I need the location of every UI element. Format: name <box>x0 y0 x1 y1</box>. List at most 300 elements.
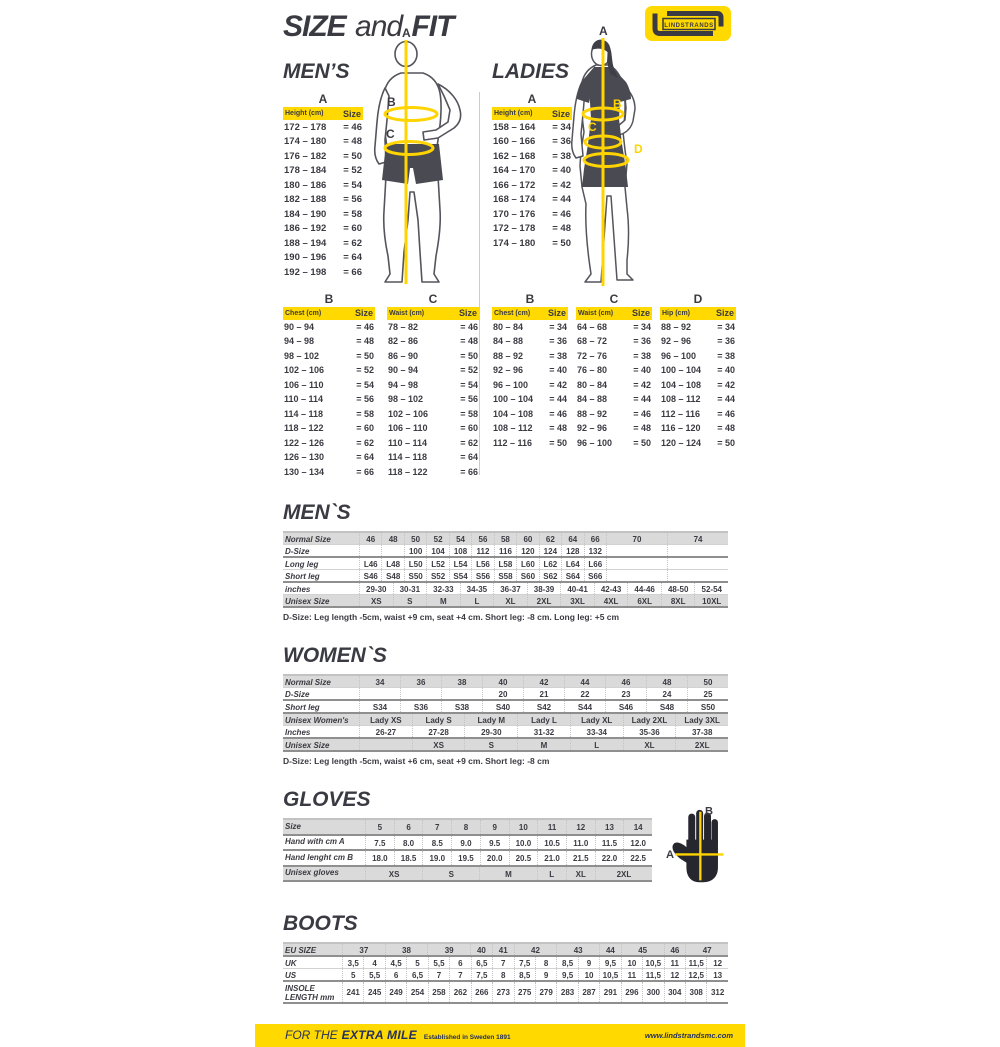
measure-row <box>576 392 652 407</box>
grid-cell: 14 <box>623 820 652 834</box>
mens-body-figure <box>358 26 470 288</box>
grid-row-label: Short leg <box>285 702 320 712</box>
grid-cell: 44-46 <box>627 583 661 594</box>
grid-cell: 18.5 <box>394 851 423 865</box>
grid-cell: 312 <box>706 982 727 1002</box>
grid-cell: 46 <box>359 533 381 544</box>
header-size-label: Size <box>631 308 650 318</box>
grid-cell: 112 <box>471 545 493 556</box>
measure-row <box>283 207 363 222</box>
grid-cell: L58 <box>494 558 516 569</box>
grid-cell: S46 <box>359 570 381 581</box>
grid-cell: 11,5 <box>642 969 663 980</box>
ladies-body-figure <box>551 24 681 292</box>
range-value: 106 – 110 <box>284 379 324 390</box>
grid-cell: 5,5 <box>428 957 449 968</box>
grid-cell: 11.5 <box>595 836 624 850</box>
header-measure-label: Waist (cm) <box>389 309 425 317</box>
grid-cell: L64 <box>561 558 583 569</box>
size-value: = 36 <box>552 136 571 148</box>
size-grid-row <box>283 739 728 752</box>
grid-cell: L62 <box>539 558 561 569</box>
measure-row <box>283 135 363 150</box>
grid-cell: S48 <box>381 570 403 581</box>
mens-waist-table <box>387 292 479 480</box>
measure-row <box>387 320 479 335</box>
measure-row <box>576 349 652 364</box>
measure-row <box>283 378 375 393</box>
size-grid-row <box>283 688 728 701</box>
range-value: 76 – 80 <box>577 365 608 376</box>
size-value: = 54 <box>356 379 374 390</box>
measure-row <box>492 349 568 364</box>
size-grid-row <box>283 558 728 570</box>
mens-chest-waist-tables <box>283 292 479 480</box>
size-value: = 34 <box>552 121 571 133</box>
grid-cell: 11 <box>537 820 566 834</box>
grid-cell: 11 <box>621 969 642 980</box>
header-size-label: Size <box>551 108 570 119</box>
range-value: 172 – 178 <box>493 223 536 235</box>
range-value: 114 – 118 <box>284 408 324 419</box>
figure-label-a: A <box>402 26 411 40</box>
grid-cell: 11.0 <box>566 836 595 850</box>
size-value: = 54 <box>343 179 362 191</box>
range-value: 190 – 196 <box>284 252 327 264</box>
grid-cell: 283 <box>556 982 577 1002</box>
range-value: 182 – 188 <box>284 194 327 206</box>
grid-cell: 10,5 <box>642 957 663 968</box>
womens-sizes-heading: WOMEN`S <box>283 644 387 667</box>
grid-cell: 29-30 <box>464 726 517 737</box>
grid-cell: 22.0 <box>595 851 624 865</box>
range-value: 122 – 126 <box>284 437 325 448</box>
logo-text: LINDSTRANDS <box>664 23 714 29</box>
measure-letter: B <box>525 291 535 306</box>
size-value: = 40 <box>717 365 735 376</box>
grid-row-label: Normal Size <box>285 534 331 544</box>
grid-row-label: Hand lenght cm B <box>285 852 354 862</box>
grid-cell: 6 <box>394 820 423 834</box>
grid-cell: L <box>537 867 566 881</box>
grid-cell: 9 <box>480 820 509 834</box>
measure-row <box>492 436 568 451</box>
grid-cell: 12 <box>706 957 727 968</box>
measure-row <box>387 436 479 451</box>
size-value: = 46 <box>356 321 374 332</box>
grid-cell: 21.5 <box>566 851 595 865</box>
measure-row <box>576 320 652 335</box>
grid-cell: L50 <box>404 558 426 569</box>
grid-cell: S36 <box>400 701 441 712</box>
grid-cell: 5 <box>365 820 394 834</box>
size-value: = 62 <box>460 437 478 448</box>
range-value: 120 – 124 <box>661 437 702 448</box>
grid-cell: Lady L <box>517 714 570 725</box>
measure-letter: C <box>428 291 438 306</box>
grid-cell: 128 <box>561 545 583 556</box>
measure-row <box>660 421 736 436</box>
grid-cell: L60 <box>516 558 538 569</box>
grid-cell: 120 <box>516 545 538 556</box>
size-fit-page <box>255 0 745 1047</box>
grid-cell: XL <box>493 595 527 606</box>
grid-cell: XS <box>359 595 393 606</box>
size-value: = 46 <box>549 408 567 419</box>
grid-cell: 132 <box>584 545 606 556</box>
grid-cell: 46 <box>605 676 646 687</box>
header-size-label: Size <box>354 308 373 318</box>
boots-size-grid <box>283 942 728 1004</box>
range-value: 94 – 98 <box>388 379 419 390</box>
size-value: = 42 <box>717 379 735 390</box>
grid-cell: 5 <box>342 969 363 980</box>
grid-cell: 56 <box>471 533 493 544</box>
size-value: = 36 <box>549 336 567 347</box>
grid-cell: 50 <box>687 676 728 687</box>
header-measure-label: Waist (cm) <box>578 309 614 317</box>
grid-cell: 7,5 <box>514 957 535 968</box>
range-value: 178 – 184 <box>284 165 327 177</box>
grid-cell: 31-32 <box>517 726 570 737</box>
grid-cell: 30-31 <box>393 583 427 594</box>
measure-row <box>283 320 375 335</box>
size-value: = 50 <box>356 350 374 361</box>
range-value: 104 – 108 <box>661 379 702 390</box>
measure-table-header <box>576 307 652 320</box>
range-value: 192 – 198 <box>284 266 327 278</box>
title-size: SIZE <box>283 10 346 43</box>
figure-label-b: B <box>387 95 396 109</box>
range-value: 92 – 96 <box>661 336 692 347</box>
size-grid-row <box>283 820 652 836</box>
measure-row <box>283 193 363 208</box>
size-value: = 48 <box>343 136 362 148</box>
grid-cell: 9.0 <box>451 836 480 850</box>
grid-cell: 8.0 <box>394 836 423 850</box>
header-measure-label: Chest (cm) <box>494 309 531 317</box>
range-value: 168 – 174 <box>493 194 536 206</box>
grid-row-label: inches <box>285 584 311 594</box>
measure-row <box>387 465 479 480</box>
grid-cell: S44 <box>564 701 605 712</box>
range-value: 160 – 166 <box>493 136 536 148</box>
grid-cell: 7 <box>422 820 451 834</box>
ladies-hip-table <box>660 292 736 451</box>
size-grid-row <box>283 836 652 852</box>
grid-cell: L <box>570 739 623 750</box>
grid-row-label: D-Size <box>285 546 310 556</box>
grid-cell: 6,5 <box>471 957 492 968</box>
measure-letter: B <box>324 291 334 306</box>
grid-cell: 262 <box>449 982 470 1002</box>
measure-row <box>387 421 479 436</box>
size-grid-row <box>283 595 728 608</box>
grid-cell: 9.5 <box>480 836 509 850</box>
measure-row <box>492 407 568 422</box>
measure-row <box>387 450 479 465</box>
grid-cell: 34-35 <box>460 583 494 594</box>
grid-cell: 8 <box>535 957 556 968</box>
grid-cell: 8 <box>451 820 480 834</box>
size-value: = 66 <box>343 266 362 278</box>
range-value: 174 – 180 <box>493 237 536 249</box>
grid-cell: 10.0 <box>509 836 538 850</box>
measure-row <box>387 334 479 349</box>
grid-row-label: INSOLE LENGTH mm <box>285 983 335 1002</box>
grid-cell: 10,5 <box>599 969 620 980</box>
figure-label-c: C <box>386 127 395 141</box>
grid-cell: 27-28 <box>412 726 465 737</box>
grid-cell: XL <box>566 867 595 881</box>
grid-cell: 20 <box>482 688 523 699</box>
range-value: 92 – 96 <box>577 423 608 434</box>
size-value: = 40 <box>552 165 571 177</box>
grid-cell: M <box>479 867 536 881</box>
range-value: 102 – 106 <box>388 408 429 419</box>
grid-cell: 249 <box>385 982 406 1002</box>
measure-row <box>387 363 479 378</box>
grid-cell: 34 <box>359 676 400 687</box>
size-value: = 48 <box>356 336 374 347</box>
range-value: 98 – 102 <box>388 394 424 405</box>
size-value: = 52 <box>343 165 362 177</box>
grid-cell: 43 <box>556 944 599 955</box>
grid-cell: 35-36 <box>623 726 676 737</box>
grid-cell: 279 <box>535 982 556 1002</box>
grid-cell: 21 <box>523 688 564 699</box>
range-value: 90 – 94 <box>388 365 419 376</box>
range-value: 186 – 192 <box>284 223 327 235</box>
size-grid-row <box>283 867 652 883</box>
grid-cell: 70 <box>606 533 667 544</box>
grid-cell: 2XL <box>595 867 652 881</box>
ladies-waist-table <box>576 292 652 451</box>
figure-label-c: C <box>588 120 597 134</box>
website-link[interactable]: www.lindstrandsmc.com <box>644 1030 733 1040</box>
size-value: = 56 <box>460 394 478 405</box>
grid-cell <box>381 545 403 556</box>
grid-cell: 36 <box>400 676 441 687</box>
range-value: 84 – 88 <box>577 394 608 405</box>
size-value: = 46 <box>552 208 571 220</box>
grid-row-label: Unisex Size <box>285 740 330 750</box>
range-value: 162 – 168 <box>493 150 536 162</box>
range-value: 130 – 134 <box>284 466 325 477</box>
measure-row <box>387 407 479 422</box>
grid-cell: 41 <box>492 944 514 955</box>
range-value: 92 – 96 <box>493 365 524 376</box>
range-value: 64 – 68 <box>577 321 608 332</box>
range-value: 188 – 194 <box>284 237 327 249</box>
measure-row <box>283 407 375 422</box>
measure-letter: A <box>318 92 328 106</box>
grid-cell: 25 <box>687 688 728 699</box>
range-value: 100 – 104 <box>661 365 702 376</box>
grid-cell: Lady XL <box>570 714 623 725</box>
size-value: = 48 <box>460 336 478 347</box>
size-value: = 52 <box>356 365 374 376</box>
measure-row <box>576 378 652 393</box>
measure-row <box>492 334 568 349</box>
grid-cell: S60 <box>516 570 538 581</box>
grid-cell: 47 <box>685 944 728 955</box>
grid-cell: 254 <box>406 982 427 1002</box>
grid-cell <box>667 558 728 569</box>
grid-cell: 22.5 <box>623 851 652 865</box>
measure-letter: A <box>527 92 537 106</box>
grid-cell: 54 <box>449 533 471 544</box>
grid-cell: 40 <box>470 944 492 955</box>
grid-cell: M <box>426 595 460 606</box>
grid-cell: Lady 3XL <box>675 714 728 725</box>
gloves-heading: GLOVES <box>283 788 371 811</box>
grid-cell: 7.5 <box>365 836 394 850</box>
grid-cell: 44 <box>564 676 605 687</box>
range-value: 126 – 130 <box>284 452 325 463</box>
measure-row <box>283 465 375 480</box>
size-value: = 38 <box>552 150 571 162</box>
glove-figure <box>666 804 731 890</box>
measure-letter: D <box>693 291 703 306</box>
measure-row <box>576 421 652 436</box>
grid-cell: 4,5 <box>385 957 406 968</box>
established-text: Established in Sweden 1891 <box>423 1034 511 1041</box>
grid-cell: L66 <box>584 558 606 569</box>
size-value: = 58 <box>460 408 478 419</box>
grid-cell: 52-54 <box>694 583 728 594</box>
measure-row <box>576 407 652 422</box>
grid-row-label: UK <box>285 958 297 968</box>
size-value: = 58 <box>343 208 362 220</box>
grid-cell: 3,5 <box>342 957 363 968</box>
grid-cell: L <box>460 595 494 606</box>
grid-cell <box>606 545 667 556</box>
grid-cell: 33-34 <box>570 726 623 737</box>
grid-cell: 20.0 <box>480 851 509 865</box>
grid-cell: 10 <box>509 820 538 834</box>
grid-cell: S <box>464 739 517 750</box>
grid-cell: 50 <box>404 533 426 544</box>
range-value: 106 – 110 <box>388 423 428 434</box>
range-value: 110 – 114 <box>284 394 324 405</box>
mens-size-section <box>283 501 731 622</box>
grid-cell: 6 <box>449 957 470 968</box>
size-grid-row <box>283 969 728 982</box>
range-value: 166 – 172 <box>493 179 536 191</box>
grid-cell: XS <box>412 739 465 750</box>
size-grid-row <box>283 545 728 558</box>
measure-row <box>283 349 375 364</box>
size-value: = 56 <box>356 394 374 405</box>
grid-cell: 6 <box>385 969 406 980</box>
figure-label-b: B <box>613 97 622 111</box>
size-value: = 46 <box>633 408 651 419</box>
measure-row <box>492 320 568 335</box>
header-measure-label: Chest (cm) <box>285 309 322 317</box>
size-grid-row <box>283 533 728 545</box>
womens-size-grid <box>283 674 728 752</box>
range-value: 80 – 84 <box>493 321 524 332</box>
grid-cell: S42 <box>523 701 564 712</box>
size-value: = 60 <box>343 223 362 235</box>
grid-cell: 308 <box>685 982 706 1002</box>
grid-cell <box>359 739 412 750</box>
boots-section <box>283 912 731 1004</box>
grid-cell: 273 <box>492 982 513 1002</box>
grid-cell: 23 <box>605 688 646 699</box>
range-value: 90 – 94 <box>284 321 315 332</box>
range-value: 116 – 120 <box>661 423 701 434</box>
range-value: 172 – 178 <box>284 121 327 133</box>
grid-cell: M <box>517 739 570 750</box>
range-value: 118 – 122 <box>388 466 428 477</box>
size-value: = 48 <box>633 423 651 434</box>
grid-cell: 42-43 <box>594 583 628 594</box>
grid-cell: Lady XS <box>359 714 412 725</box>
mens-heading: MEN’S <box>283 60 350 83</box>
grid-cell: 26-27 <box>359 726 412 737</box>
grid-cell: 2XL <box>675 739 728 750</box>
grid-cell: Lady S <box>412 714 465 725</box>
range-value: 108 – 112 <box>493 423 533 434</box>
measure-row <box>660 349 736 364</box>
grid-cell: 38 <box>385 944 428 955</box>
range-value: 96 – 100 <box>577 437 613 448</box>
grid-cell: 8,5 <box>514 969 535 980</box>
measure-letter: C <box>609 291 619 306</box>
grid-cell: 42 <box>523 676 564 687</box>
range-value: 82 – 86 <box>388 336 419 347</box>
range-value: 112 – 116 <box>493 437 533 448</box>
header-measure-label: Height (cm) <box>494 110 533 117</box>
range-value: 78 – 82 <box>388 321 419 332</box>
grid-cell <box>606 570 667 581</box>
range-value: 114 – 118 <box>388 452 428 463</box>
size-value: = 42 <box>633 379 651 390</box>
header-measure-label: Height (cm) <box>285 110 324 117</box>
range-value: 88 – 92 <box>493 350 524 361</box>
grid-cell: S64 <box>561 570 583 581</box>
grid-cell: L54 <box>449 558 471 569</box>
slogan-extra-mile: EXTRA MILE <box>341 1028 417 1042</box>
size-value: = 36 <box>717 336 735 347</box>
size-value: = 40 <box>633 365 651 376</box>
grid-cell <box>441 688 482 699</box>
grid-cell: 13 <box>595 820 624 834</box>
measure-row <box>660 407 736 422</box>
measure-row <box>387 378 479 393</box>
grid-cell: 39 <box>427 944 470 955</box>
size-value: = 64 <box>356 452 374 463</box>
grid-cell: S50 <box>687 701 728 712</box>
header-size-label: Size <box>458 308 477 318</box>
measure-row <box>283 265 363 280</box>
size-grid-row <box>283 583 728 595</box>
range-value: 110 – 114 <box>388 437 428 448</box>
grid-cell: 9,5 <box>599 957 620 968</box>
grid-cell: S46 <box>605 701 646 712</box>
range-value: 102 – 106 <box>284 365 325 376</box>
grid-cell <box>359 545 381 556</box>
measure-table-header <box>283 107 363 120</box>
grid-cell: 11 <box>664 957 685 968</box>
range-value: 108 – 112 <box>661 394 701 405</box>
header-size-label: Size <box>342 108 361 119</box>
grid-cell: 32-33 <box>426 583 460 594</box>
grid-cell: 36-37 <box>493 583 527 594</box>
grid-cell: 40 <box>482 676 523 687</box>
